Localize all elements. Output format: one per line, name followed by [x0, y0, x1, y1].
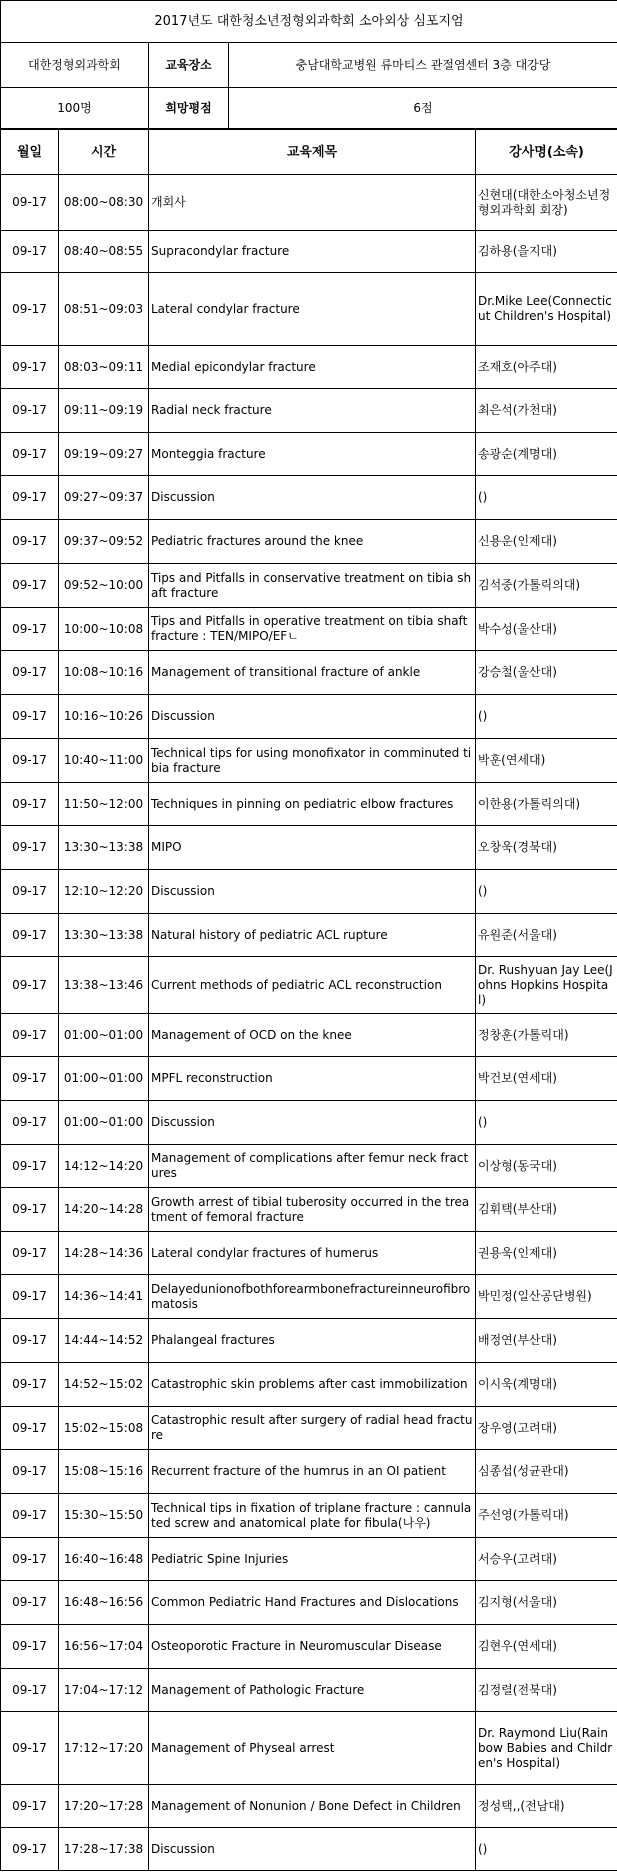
time-cell: 17:20~17:28	[59, 1785, 149, 1828]
table-row	[1, 1188, 617, 1232]
time-cell: 13:38~13:46	[59, 957, 149, 1014]
date-cell: 09-17	[1, 1828, 59, 1871]
speaker-cell: 김하용(을지대)	[476, 231, 617, 273]
capacity: 100명	[1, 88, 149, 129]
speaker-cell: 오창욱(경북대)	[476, 826, 617, 870]
time-cell: 14:20~14:28	[59, 1188, 149, 1232]
time-cell: 09:37~09:52	[59, 520, 149, 564]
speaker-cell: 신용운(인제대)	[476, 520, 617, 564]
table-row	[1, 1450, 617, 1494]
speaker-cell: ()	[476, 1828, 617, 1871]
table-row	[1, 564, 617, 608]
time-cell: 15:02~15:08	[59, 1407, 149, 1450]
topic-cell: Phalangeal fractures	[149, 1319, 476, 1363]
topic-cell: Lateral condylar fracture	[149, 273, 476, 346]
table-row	[1, 1057, 617, 1101]
speaker-cell: 이한용(가톨릭의대)	[476, 783, 617, 826]
topic-cell: Supracondylar fracture	[149, 231, 476, 273]
speaker-cell: 김지형(서울대)	[476, 1581, 617, 1625]
date-cell: 09-17	[1, 1407, 59, 1450]
table-row	[1, 914, 617, 957]
column-header-topic: 교육제목	[149, 130, 476, 175]
event-title: 2017년도 대한청소년정형외과학회 소아외상 심포지엄	[1, 1, 617, 43]
time-cell: 01:00~01:00	[59, 1057, 149, 1101]
speaker-cell: 박훈(연세대)	[476, 739, 617, 783]
time-cell: 09:11~09:19	[59, 389, 149, 433]
table-row	[1, 651, 617, 695]
time-cell: 17:12~17:20	[59, 1712, 149, 1785]
speaker-cell: 박건보(연세대)	[476, 1057, 617, 1101]
date-cell: 09-17	[1, 231, 59, 273]
time-cell: 15:08~15:16	[59, 1450, 149, 1494]
time-cell: 12:10~12:20	[59, 870, 149, 914]
organizer: 대한정형외과학회	[1, 43, 149, 88]
topic-cell: Discussion	[149, 695, 476, 739]
date-cell: 09-17	[1, 870, 59, 914]
time-cell: 17:28~17:38	[59, 1828, 149, 1871]
date-cell: 09-17	[1, 1712, 59, 1785]
table-row	[1, 175, 617, 231]
table-row	[1, 1145, 617, 1188]
time-cell: 08:51~09:03	[59, 273, 149, 346]
time-cell: 11:50~12:00	[59, 783, 149, 826]
speaker-cell: 이시욱(계명대)	[476, 1363, 617, 1407]
date-cell: 09-17	[1, 1101, 59, 1145]
date-cell: 09-17	[1, 826, 59, 870]
date-cell: 09-17	[1, 957, 59, 1014]
table-row	[1, 476, 617, 520]
speaker-cell: 정창훈(가톨릭대)	[476, 1014, 617, 1057]
time-cell: 14:52~15:02	[59, 1363, 149, 1407]
time-cell: 09:19~09:27	[59, 433, 149, 476]
topic-cell: Recurrent fracture of the humrus in an OI patient	[149, 1450, 476, 1494]
speaker-cell: 박수성(울산대)	[476, 608, 617, 651]
topic-cell: Lateral condylar fractures of humerus	[149, 1232, 476, 1275]
time-cell: 01:00~01:00	[59, 1014, 149, 1057]
table-row	[1, 1275, 617, 1319]
date-cell: 09-17	[1, 651, 59, 695]
table-row	[1, 1363, 617, 1407]
date-cell: 09-17	[1, 608, 59, 651]
topic-cell: Discussion	[149, 476, 476, 520]
speaker-cell: Dr. Raymond Liu(Rainbow Babies and Children's Hospital)	[476, 1712, 617, 1785]
date-cell: 09-17	[1, 1669, 59, 1712]
table-row	[1, 1407, 617, 1450]
time-cell: 16:48~16:56	[59, 1581, 149, 1625]
time-cell: 09:27~09:37	[59, 476, 149, 520]
topic-cell: 개회사	[149, 175, 476, 231]
table-row	[1, 1101, 617, 1145]
topic-cell: MIPO	[149, 826, 476, 870]
speaker-cell: 장우영(고려대)	[476, 1407, 617, 1450]
date-cell: 09-17	[1, 739, 59, 783]
time-cell: 10:00~10:08	[59, 608, 149, 651]
date-cell: 09-17	[1, 1363, 59, 1407]
speaker-cell: 정성택,,(전남대)	[476, 1785, 617, 1828]
speaker-cell: ()	[476, 476, 617, 520]
table-row	[1, 1785, 617, 1828]
table-row	[1, 389, 617, 433]
table-row	[1, 1014, 617, 1057]
topic-cell: Management of OCD on the knee	[149, 1014, 476, 1057]
speaker-cell: 조재호(아주대)	[476, 346, 617, 389]
time-cell: 14:12~14:20	[59, 1145, 149, 1188]
time-cell: 14:44~14:52	[59, 1319, 149, 1363]
topic-cell: Technical tips for using monofixator in comminuted tibia fracture	[149, 739, 476, 783]
topic-cell: Management of Nonunion / Bone Defect in Children	[149, 1785, 476, 1828]
topic-cell: Management of complications after femur neck fractures	[149, 1145, 476, 1188]
topic-cell: Management of Physeal arrest	[149, 1712, 476, 1785]
date-cell: 09-17	[1, 1319, 59, 1363]
credits-label: 희망평점	[149, 88, 229, 129]
time-cell: 14:36~14:41	[59, 1275, 149, 1319]
date-cell: 09-17	[1, 914, 59, 957]
table-row	[1, 870, 617, 914]
topic-cell: Management of transitional fracture of ankle	[149, 651, 476, 695]
topic-cell: Radial neck fracture	[149, 389, 476, 433]
table-row	[1, 783, 617, 826]
topic-cell: Technical tips in fixation of triplane fracture : cannulated screw and anatomical plate for fibula(나우)	[149, 1494, 476, 1538]
topic-cell: Pediatric Spine Injuries	[149, 1538, 476, 1581]
speaker-cell: ()	[476, 1101, 617, 1145]
topic-cell: Catastrophic result after surgery of radial head fracture	[149, 1407, 476, 1450]
table-row	[1, 346, 617, 389]
speaker-cell: 박민정(일산공단병원)	[476, 1275, 617, 1319]
topic-cell: Management of Pathologic Fracture	[149, 1669, 476, 1712]
venue-label: 교육장소	[149, 43, 229, 88]
date-cell: 09-17	[1, 1145, 59, 1188]
topic-cell: Current methods of pediatric ACL reconstruction	[149, 957, 476, 1014]
date-cell: 09-17	[1, 476, 59, 520]
speaker-cell: 서승우(고려대)	[476, 1538, 617, 1581]
column-header-speaker: 강사명(소속)	[476, 130, 617, 175]
date-cell: 09-17	[1, 1494, 59, 1538]
date-cell: 09-17	[1, 1188, 59, 1232]
table-row	[1, 273, 617, 346]
speaker-cell: Dr.Mike Lee(Connecticut Children's Hospital)	[476, 273, 617, 346]
date-cell: 09-17	[1, 346, 59, 389]
date-cell: 09-17	[1, 1581, 59, 1625]
time-cell: 17:04~17:12	[59, 1669, 149, 1712]
speaker-cell: 김정렬(전북대)	[476, 1669, 617, 1712]
date-cell: 09-17	[1, 564, 59, 608]
time-cell: 16:56~17:04	[59, 1625, 149, 1669]
program-rows	[1, 175, 617, 1871]
event-info-table	[0, 0, 617, 129]
table-row	[1, 1232, 617, 1275]
time-cell: 10:08~10:16	[59, 651, 149, 695]
time-cell: 09:52~10:00	[59, 564, 149, 608]
table-row	[1, 1712, 617, 1785]
table-row	[1, 608, 617, 651]
topic-cell: Pediatric fractures around the knee	[149, 520, 476, 564]
date-cell: 09-17	[1, 175, 59, 231]
speaker-cell: 권용욱(인제대)	[476, 1232, 617, 1275]
topic-cell: Discussion	[149, 1101, 476, 1145]
table-row	[1, 1319, 617, 1363]
time-cell: 10:16~10:26	[59, 695, 149, 739]
topic-cell: Techniques in pinning on pediatric elbow fractures	[149, 783, 476, 826]
date-cell: 09-17	[1, 1232, 59, 1275]
time-cell: 13:30~13:38	[59, 914, 149, 957]
topic-cell: Discussion	[149, 870, 476, 914]
table-row	[1, 520, 617, 564]
speaker-cell: ()	[476, 695, 617, 739]
topic-cell: Tips and Pitfalls in conservative treatment on tibia shaft fracture	[149, 564, 476, 608]
date-cell: 09-17	[1, 389, 59, 433]
table-row	[1, 1538, 617, 1581]
column-header-time: 시간	[59, 130, 149, 175]
speaker-cell: 유원준(서울대)	[476, 914, 617, 957]
topic-cell: Tips and Pitfalls in operative treatment on tibia shaft fracture : TEN/MIPO/EFㄴ	[149, 608, 476, 651]
speaker-cell: 강승철(울산대)	[476, 651, 617, 695]
speaker-cell: 송광순(계명대)	[476, 433, 617, 476]
time-cell: 08:40~08:55	[59, 231, 149, 273]
speaker-cell: 이상형(동국대)	[476, 1145, 617, 1188]
topic-cell: Common Pediatric Hand Fractures and Dislocations	[149, 1581, 476, 1625]
date-cell: 09-17	[1, 1538, 59, 1581]
table-row	[1, 1581, 617, 1625]
date-cell: 09-17	[1, 783, 59, 826]
table-row	[1, 826, 617, 870]
topic-cell: Growth arrest of tibial tuberosity occurred in the treatment of femoral fracture	[149, 1188, 476, 1232]
time-cell: 01:00~01:00	[59, 1101, 149, 1145]
column-header-date: 월일	[1, 130, 59, 175]
venue: 충남대학교병원 류마티스 관절염센터 3층 대강당	[229, 43, 617, 88]
speaker-cell: 김휘택(부산대)	[476, 1188, 617, 1232]
topic-cell: MPFL reconstruction	[149, 1057, 476, 1101]
time-cell: 15:30~15:50	[59, 1494, 149, 1538]
topic-cell: Osteoporotic Fracture in Neuromuscular Disease	[149, 1625, 476, 1669]
date-cell: 09-17	[1, 273, 59, 346]
date-cell: 09-17	[1, 520, 59, 564]
table-row	[1, 957, 617, 1014]
table-row	[1, 1828, 617, 1871]
time-cell: 10:40~11:00	[59, 739, 149, 783]
date-cell: 09-17	[1, 1785, 59, 1828]
speaker-cell: ()	[476, 870, 617, 914]
speaker-cell: 배정연(부산대)	[476, 1319, 617, 1363]
table-row	[1, 1669, 617, 1712]
time-cell: 14:28~14:36	[59, 1232, 149, 1275]
topic-cell: Delayedunionofbothforearmbonefractureinneurofibromatosis	[149, 1275, 476, 1319]
date-cell: 09-17	[1, 1057, 59, 1101]
date-cell: 09-17	[1, 433, 59, 476]
date-cell: 09-17	[1, 695, 59, 739]
date-cell: 09-17	[1, 1450, 59, 1494]
time-cell: 16:40~16:48	[59, 1538, 149, 1581]
time-cell: 13:30~13:38	[59, 826, 149, 870]
speaker-cell: 김현우(연세대)	[476, 1625, 617, 1669]
date-cell: 09-17	[1, 1014, 59, 1057]
speaker-cell: 최은석(가천대)	[476, 389, 617, 433]
topic-cell: Natural history of pediatric ACL rupture	[149, 914, 476, 957]
speaker-cell: Dr. Rushyuan Jay Lee(Johns Hopkins Hospital)	[476, 957, 617, 1014]
topic-cell: Discussion	[149, 1828, 476, 1871]
table-row	[1, 1625, 617, 1669]
date-cell: 09-17	[1, 1625, 59, 1669]
table-row	[1, 695, 617, 739]
time-cell: 08:03~09:11	[59, 346, 149, 389]
program-table	[0, 129, 617, 1871]
table-row	[1, 231, 617, 273]
time-cell: 08:00~08:30	[59, 175, 149, 231]
speaker-cell: 김석중(가톨릭의대)	[476, 564, 617, 608]
speaker-cell: 심종섭(성균관대)	[476, 1450, 617, 1494]
table-row	[1, 1494, 617, 1538]
table-row	[1, 739, 617, 783]
topic-cell: Catastrophic skin problems after cast immobilization	[149, 1363, 476, 1407]
credits: 6점	[229, 88, 617, 129]
table-row	[1, 433, 617, 476]
topic-cell: Monteggia fracture	[149, 433, 476, 476]
speaker-cell: 주선영(가톨릭대)	[476, 1494, 617, 1538]
date-cell: 09-17	[1, 1275, 59, 1319]
topic-cell: Medial epicondylar fracture	[149, 346, 476, 389]
speaker-cell: 신현대(대한소아청소년정형외과학회 회장)	[476, 175, 617, 231]
